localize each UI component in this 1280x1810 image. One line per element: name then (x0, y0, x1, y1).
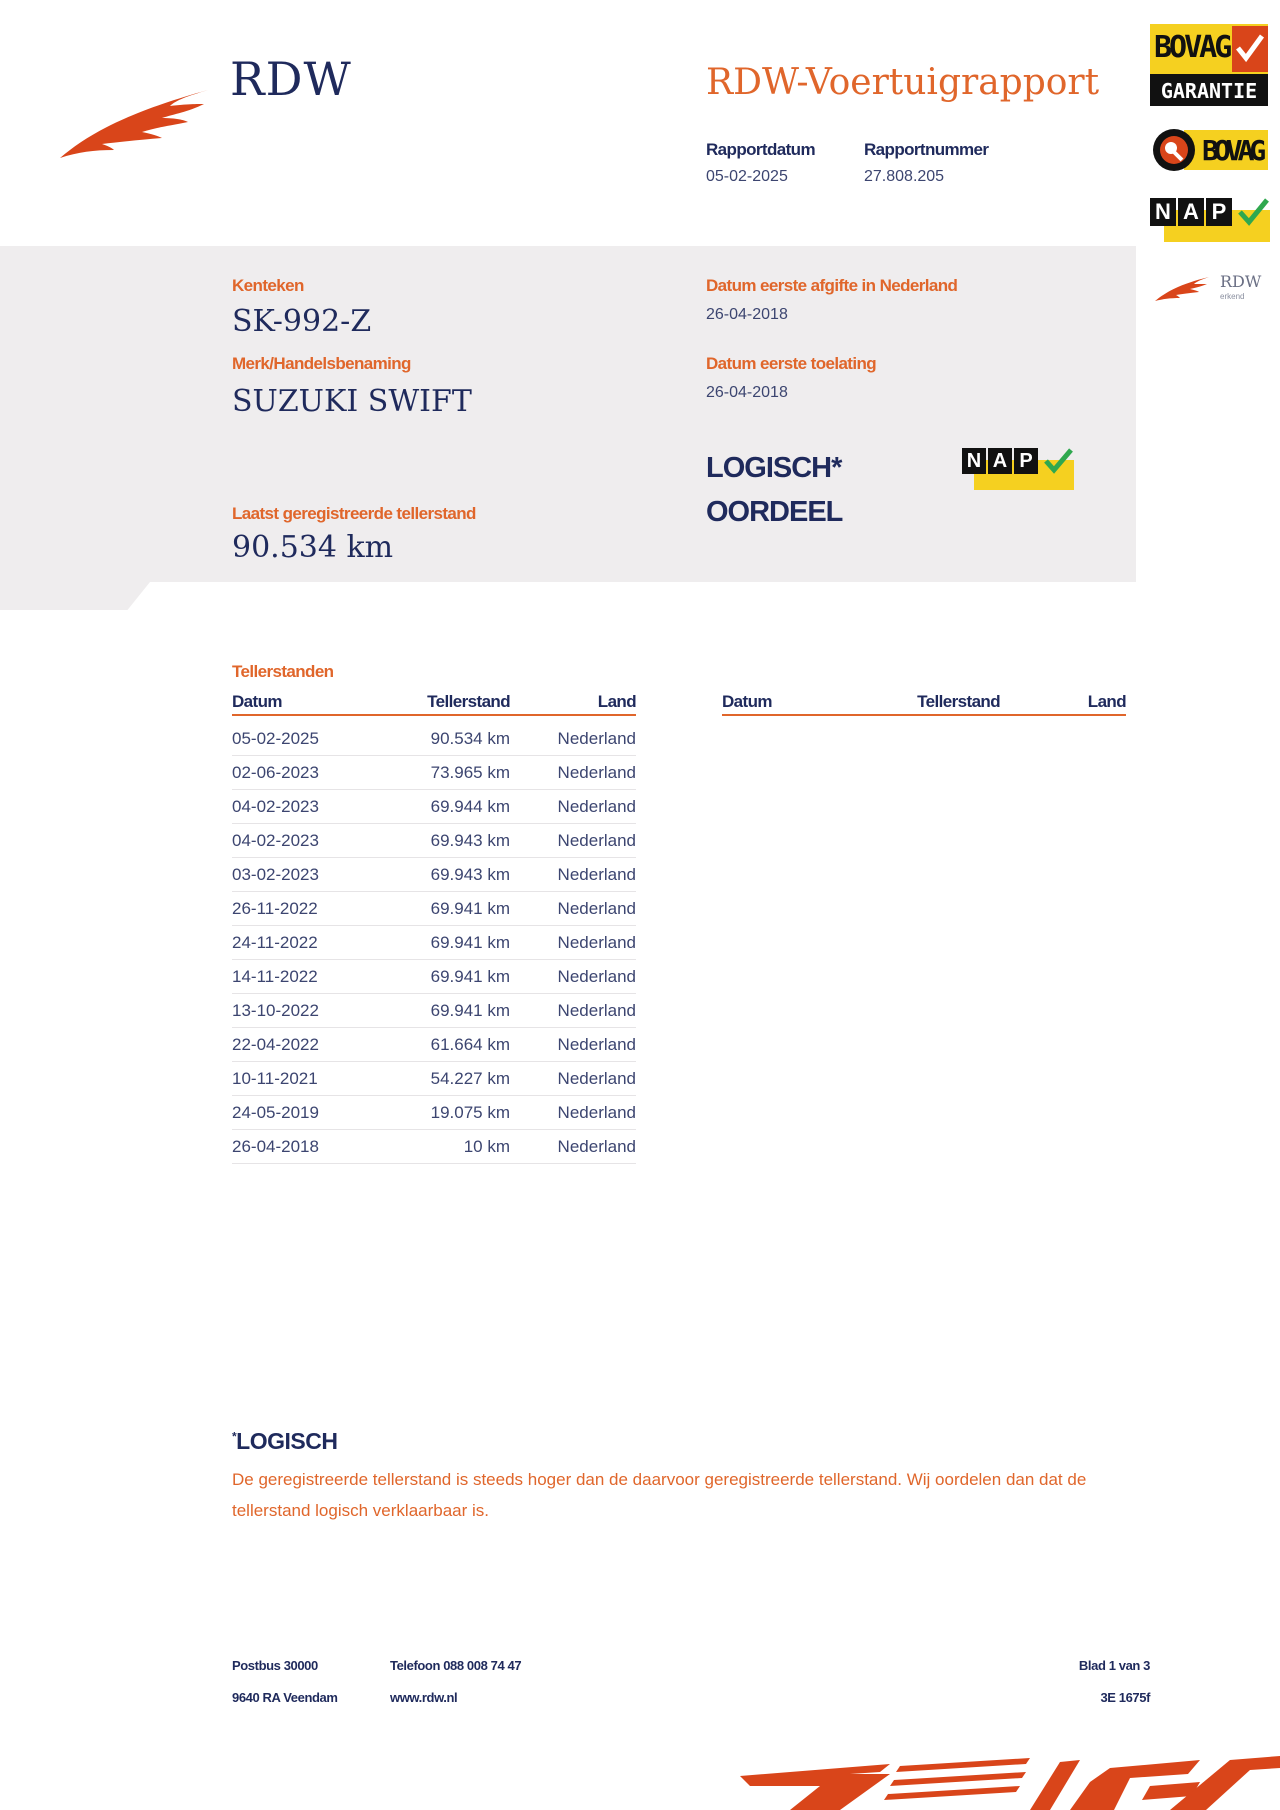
nap-verdict-letter-a: A (988, 448, 1012, 474)
first-admission-label: Datum eerste toelating (706, 354, 877, 373)
footnote-text: De geregistreerde tellerstand is steeds hoger dan de daarvoor geregistreerde tellerstand. Wij oordelen dan dat de tellerstand logisch verklaarbaar is. (232, 1470, 1087, 1520)
footer-doc-code: 3E 1675f (1100, 1690, 1150, 1705)
first-issue-nl-value: 26-04-2018 (706, 306, 788, 323)
row-date: 03-02-2023 (232, 864, 319, 884)
row-date: 26-04-2018 (232, 1136, 319, 1156)
row-date: 26-11-2022 (232, 898, 318, 918)
row-odometer: 90.534 km (430, 728, 510, 748)
bovag-seal-icon (1152, 128, 1198, 174)
row-country: Nederland (557, 728, 636, 748)
row-country: Nederland (557, 864, 636, 884)
row-country: Nederland (557, 1136, 636, 1156)
plate-value: SK-992-Z (232, 304, 372, 339)
make-value: SUZUKI SWIFT (232, 384, 472, 419)
footnote-marker: * (232, 1429, 237, 1444)
row-odometer: 69.941 km (430, 1000, 510, 1020)
row-odometer: 69.943 km (430, 864, 510, 884)
odometer-table-right-header (722, 690, 1126, 716)
row-date: 04-02-2023 (232, 830, 319, 850)
bovag-garantie-bottom-text: GARANTIE (1160, 79, 1258, 103)
col-odometer-header: Tellerstand (427, 692, 510, 711)
col-country-header-right: Land (1087, 692, 1126, 711)
row-country: Nederland (557, 1034, 636, 1054)
nap-letter-a: A (1178, 198, 1204, 226)
report-title: RDW-Voertuigrapport (706, 62, 1100, 103)
footer-phone: Telefoon 088 008 74 47 (390, 1658, 522, 1673)
nap-verdict-badge (962, 446, 1074, 490)
row-date: 14-11-2022 (232, 966, 318, 986)
table-row (232, 790, 636, 824)
nap-badge (1150, 196, 1270, 244)
row-odometer: 19.075 km (430, 1102, 510, 1122)
report-date-label: Rapportdatum (706, 140, 815, 159)
report-number-label: Rapportnummer (864, 140, 989, 159)
last-odometer-value: 90.534 km (232, 530, 394, 565)
row-date: 02-06-2023 (232, 762, 319, 782)
col-date-header-right: Datum (722, 692, 772, 711)
row-date: 05-02-2025 (232, 728, 319, 748)
rdw-erkend-badge (1154, 270, 1266, 306)
row-country: Nederland (557, 762, 636, 782)
bovag-badge (1152, 128, 1268, 174)
footnote-title-text: LOGISCH (236, 1428, 338, 1454)
nap-verdict-letter-n: N (962, 448, 986, 474)
footer-address-line2: 9640 RA Veendam (232, 1690, 338, 1705)
table-row (232, 994, 636, 1028)
odometer-table-right (722, 690, 1126, 716)
row-country: Nederland (557, 1068, 636, 1088)
row-odometer: 69.943 km (430, 830, 510, 850)
rdw-stripes-decoration-icon (730, 1752, 1280, 1810)
vehicle-info-band-tail (0, 582, 150, 610)
table-row (232, 892, 636, 926)
red-check-icon (1232, 26, 1268, 72)
footer-address-line1: Postbus 30000 (232, 1658, 318, 1673)
row-date: 13-10-2022 (232, 1000, 319, 1020)
row-country: Nederland (557, 1000, 636, 1020)
nap-letter-p: P (1206, 198, 1232, 226)
table-row (232, 1062, 636, 1096)
row-date: 24-05-2019 (232, 1102, 319, 1122)
row-odometer: 69.941 km (430, 898, 510, 918)
report-date: 05-02-2025 (706, 168, 788, 185)
table-row (232, 824, 636, 858)
row-date: 22-04-2022 (232, 1034, 319, 1054)
verdict-line2: OORDEEL (706, 496, 843, 528)
row-country: Nederland (557, 932, 636, 952)
make-label: Merk/Handelsbenaming (232, 354, 411, 373)
row-date: 10-11-2021 (232, 1068, 318, 1088)
table-row (232, 1096, 636, 1130)
first-issue-nl-label: Datum eerste afgifte in Nederland (706, 276, 958, 295)
col-country-header: Land (597, 692, 636, 711)
plate-label: Kenteken (232, 276, 304, 295)
row-odometer: 61.664 km (430, 1034, 510, 1054)
bovag-garantie-badge (1150, 24, 1268, 106)
row-odometer: 69.944 km (430, 796, 510, 816)
rdw-feather-logo-icon (58, 82, 210, 160)
row-country: Nederland (557, 1102, 636, 1122)
odometer-table-header (232, 690, 636, 716)
row-country: Nederland (557, 898, 636, 918)
odometer-table-body (232, 716, 636, 1164)
report-number: 27.808.205 (864, 168, 945, 185)
table-row (232, 960, 636, 994)
odometer-table-title: Tellerstanden (232, 662, 334, 681)
rdw-erkend-text: RDW (1220, 272, 1262, 291)
col-date-header: Datum (232, 692, 282, 711)
col-odometer-header-right: Tellerstand (917, 692, 1000, 711)
footnote-title (232, 1428, 337, 1455)
odometer-table-left (232, 690, 636, 1164)
green-check-icon (1236, 196, 1270, 228)
footer-website-link[interactable]: www.rdw.nl (390, 1690, 458, 1705)
table-row (232, 858, 636, 892)
nap-letter-n: N (1150, 198, 1176, 226)
row-odometer: 69.941 km (430, 932, 510, 952)
row-odometer: 54.227 km (430, 1068, 510, 1088)
brand-name: RDW (230, 52, 352, 106)
table-row (232, 1130, 636, 1164)
nap-verdict-check-icon (1042, 446, 1074, 476)
row-country: Nederland (557, 966, 636, 986)
table-row (232, 926, 636, 960)
row-country: Nederland (557, 830, 636, 850)
bovag-garantie-top-text: BOVAG (1154, 30, 1230, 65)
footer-page-number: Blad 1 van 3 (1078, 1658, 1150, 1673)
row-odometer: 69.941 km (430, 966, 510, 986)
vehicle-info-band (0, 246, 1136, 582)
row-date: 24-11-2022 (232, 932, 318, 952)
first-admission-value: 26-04-2018 (706, 384, 788, 401)
nap-verdict-letter-p: P (1014, 448, 1038, 474)
bovag-badge-text: BOVAG (1202, 134, 1262, 167)
table-row (232, 722, 636, 756)
verdict-line1: LOGISCH* (706, 452, 842, 484)
row-country: Nederland (557, 796, 636, 816)
table-row (232, 1028, 636, 1062)
row-odometer: 73.965 km (430, 762, 510, 782)
last-odometer-label: Laatst geregistreerde tellerstand (232, 504, 476, 523)
rdw-erkend-sub: erkend (1220, 292, 1245, 301)
table-row (232, 756, 636, 790)
rdw-erkend-feather-icon (1154, 274, 1210, 302)
row-odometer: 10 km (463, 1136, 510, 1156)
row-date: 04-02-2023 (232, 796, 319, 816)
